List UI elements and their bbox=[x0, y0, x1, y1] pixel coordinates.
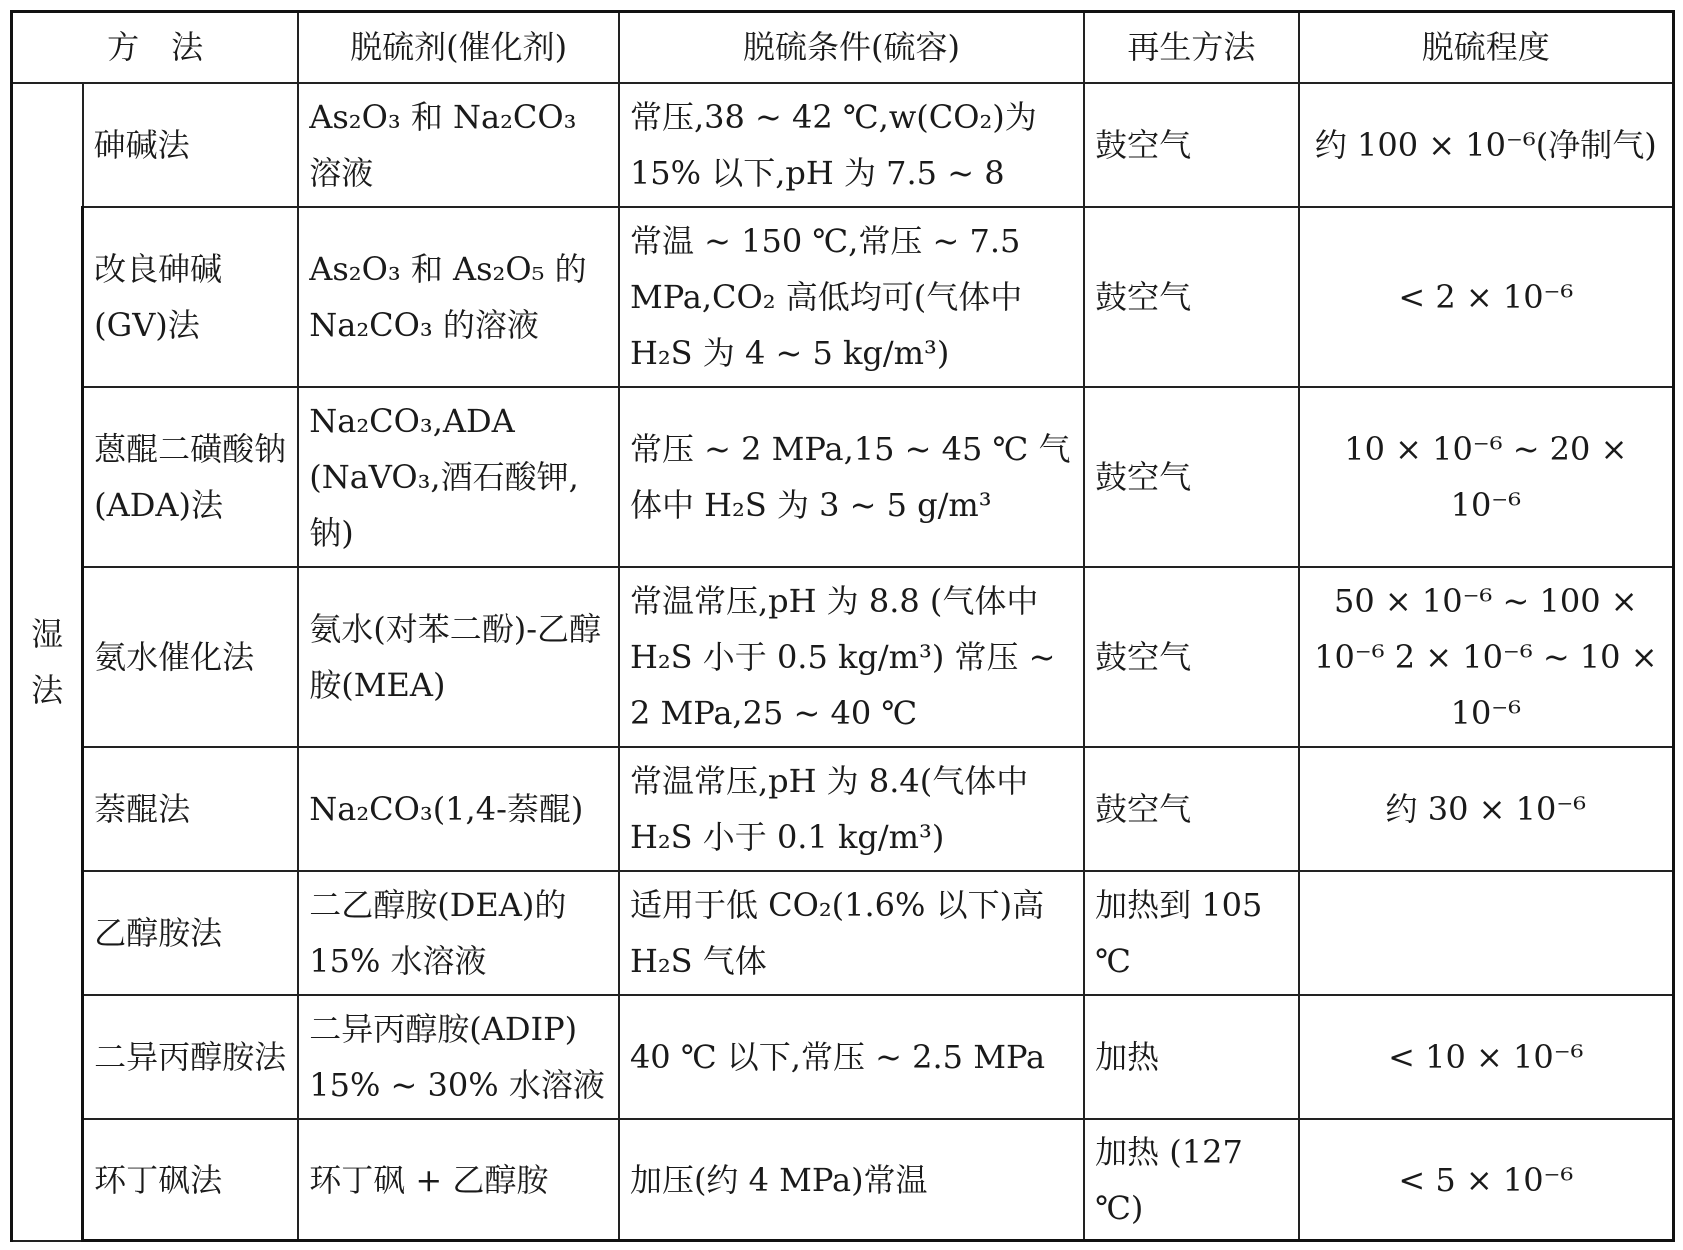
method-cell: 乙醇胺法 bbox=[83, 871, 299, 995]
method-cell: 二异丙醇胺法 bbox=[83, 995, 299, 1119]
table-row bbox=[12, 747, 1674, 871]
table-row bbox=[12, 83, 1674, 207]
agent-cell: Na₂CO₃(1,4-萘醌) bbox=[298, 747, 619, 871]
agent-cell: As₂O₃ 和 As₂O₅ 的 Na₂CO₃ 的溶液 bbox=[298, 207, 619, 387]
method-cell: 萘醌法 bbox=[83, 747, 299, 871]
degree-cell: 约 30 × 10⁻⁶ bbox=[1299, 747, 1674, 871]
agent-cell: 氨水(对苯二酚)-乙醇胺(MEA) bbox=[298, 567, 619, 747]
regen-cell: 鼓空气 bbox=[1084, 83, 1299, 207]
group-label-wet: 湿法 bbox=[12, 83, 83, 1241]
agent-cell: 二乙醇胺(DEA)的 15% 水溶液 bbox=[298, 871, 619, 995]
degree-cell: < 10 × 10⁻⁶ bbox=[1299, 995, 1674, 1119]
regen-cell: 鼓空气 bbox=[1084, 567, 1299, 747]
agent-cell: Na₂CO₃,ADA (NaVO₃,酒石酸钾,钠) bbox=[298, 387, 619, 567]
degree-cell: 约 100 × 10⁻⁶(净制气) bbox=[1299, 83, 1674, 207]
header-method: 方 法 bbox=[12, 12, 299, 83]
header-row bbox=[12, 12, 1674, 83]
condition-cell: 常压 ~ 2 MPa,15 ~ 45 ℃ 气体中 H₂S 为 3 ~ 5 g/m³ bbox=[619, 387, 1084, 567]
table-row bbox=[12, 871, 1674, 995]
degree-cell: < 2 × 10⁻⁶ bbox=[1299, 207, 1674, 387]
agent-cell: 环丁砜 + 乙醇胺 bbox=[298, 1119, 619, 1240]
agent-cell: 二异丙醇胺(ADIP) 15% ~ 30% 水溶液 bbox=[298, 995, 619, 1119]
method-cell: 改良砷碱(GV)法 bbox=[83, 207, 299, 387]
condition-cell: 40 ℃ 以下,常压 ~ 2.5 MPa bbox=[619, 995, 1084, 1119]
regen-cell: 鼓空气 bbox=[1084, 747, 1299, 871]
regen-cell: 鼓空气 bbox=[1084, 387, 1299, 567]
header-degree: 脱硫程度 bbox=[1299, 12, 1674, 83]
degree-cell: 10 × 10⁻⁶ ~ 20 × 10⁻⁶ bbox=[1299, 387, 1674, 567]
table-row bbox=[12, 1119, 1674, 1240]
header-condition: 脱硫条件(硫容) bbox=[619, 12, 1084, 83]
method-cell: 氨水催化法 bbox=[83, 567, 299, 747]
table-row bbox=[12, 567, 1674, 747]
condition-cell: 适用于低 CO₂(1.6% 以下)高 H₂S 气体 bbox=[619, 871, 1084, 995]
regen-cell: 加热 (127 ℃) bbox=[1084, 1119, 1299, 1240]
header-regen: 再生方法 bbox=[1084, 12, 1299, 83]
method-cell: 环丁砜法 bbox=[83, 1119, 299, 1240]
table-row bbox=[12, 207, 1674, 387]
condition-cell: 常压,38 ~ 42 ℃,w(CO₂)为 15% 以下,pH 为 7.5 ~ 8 bbox=[619, 83, 1084, 207]
regen-cell: 加热到 105 ℃ bbox=[1084, 871, 1299, 995]
table-row bbox=[12, 995, 1674, 1119]
regen-cell: 鼓空气 bbox=[1084, 207, 1299, 387]
table-row bbox=[12, 387, 1674, 567]
degree-cell: < 5 × 10⁻⁶ bbox=[1299, 1119, 1674, 1240]
header-agent: 脱硫剂(催化剂) bbox=[298, 12, 619, 83]
method-cell: 蒽醌二磺酸钠(ADA)法 bbox=[83, 387, 299, 567]
condition-cell: 常温常压,pH 为 8.8 (气体中 H₂S 小于 0.5 kg/m³) 常压 ~ 2 MPa,25 ~ 40 ℃ bbox=[619, 567, 1084, 747]
condition-cell: 常温 ~ 150 ℃,常压 ~ 7.5 MPa,CO₂ 高低均可(气体中 H₂S 为 4 ~ 5 kg/m³) bbox=[619, 207, 1084, 387]
method-cell: 砷碱法 bbox=[83, 83, 299, 207]
desulfurization-methods-table bbox=[10, 10, 1675, 1242]
condition-cell: 加压(约 4 MPa)常温 bbox=[619, 1119, 1084, 1240]
degree-cell bbox=[1299, 871, 1674, 995]
agent-cell: As₂O₃ 和 Na₂CO₃ 溶液 bbox=[298, 83, 619, 207]
degree-cell: 50 × 10⁻⁶ ~ 100 × 10⁻⁶ 2 × 10⁻⁶ ~ 10 × 10⁻⁶ bbox=[1299, 567, 1674, 747]
condition-cell: 常温常压,pH 为 8.4(气体中 H₂S 小于 0.1 kg/m³) bbox=[619, 747, 1084, 871]
regen-cell: 加热 bbox=[1084, 995, 1299, 1119]
